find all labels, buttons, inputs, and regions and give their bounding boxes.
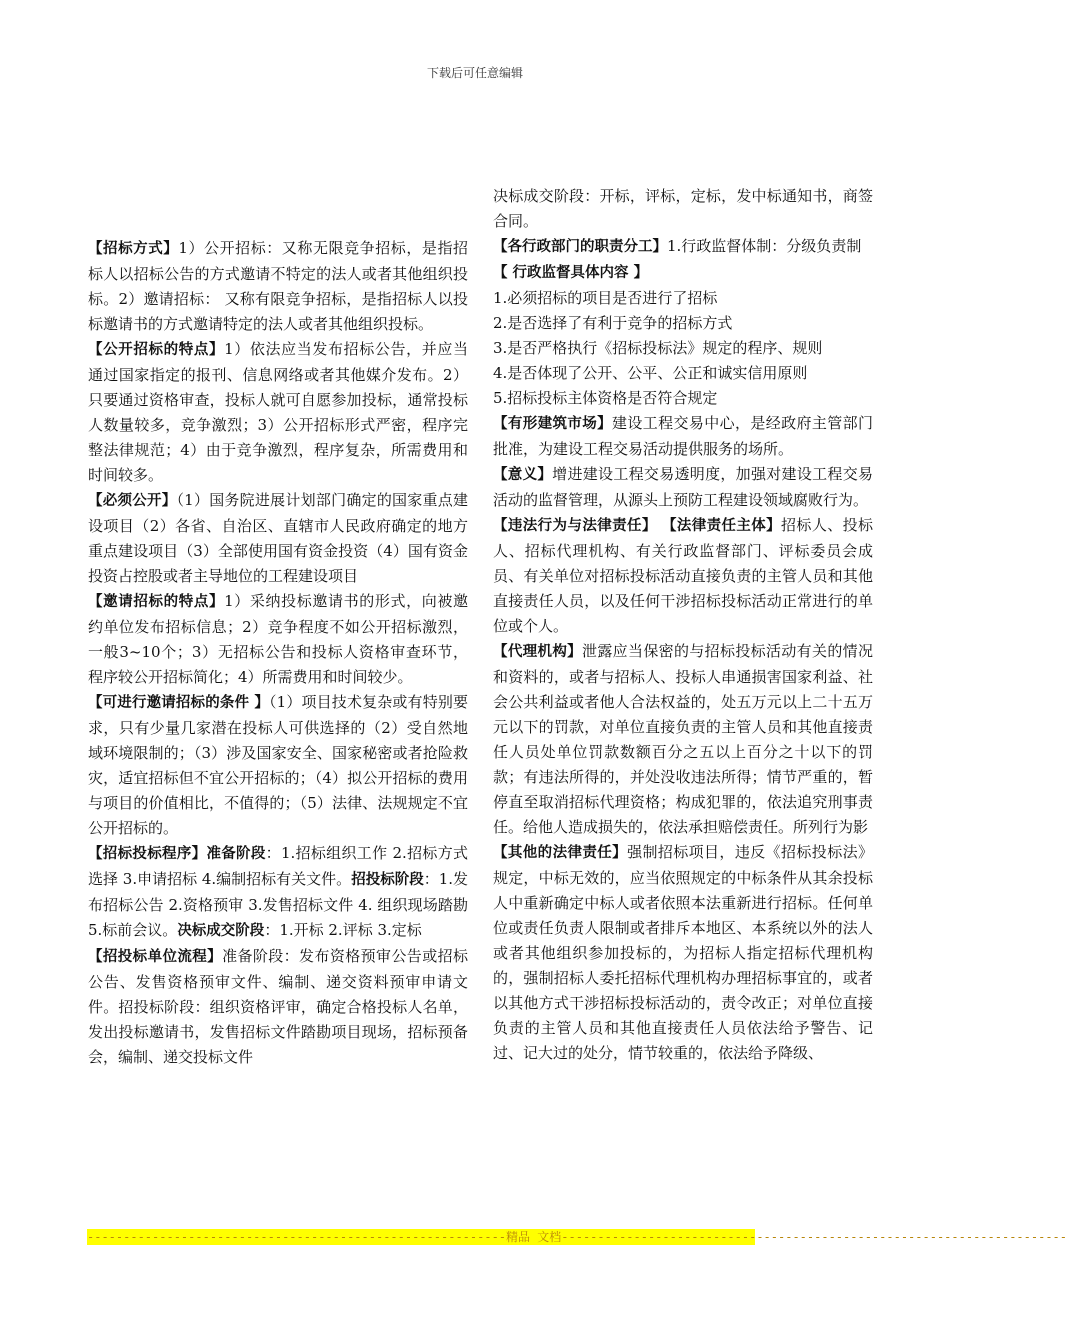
section-tag: 【违法行为与法律责任】 [493,518,657,534]
section-must-be-open [88,488,468,589]
section-tag: 【必须公开】 [88,493,177,509]
section-body: 建设工程交易中心，是经政府主管部门批准，为建设工程交易活动提供服务的场所。 [493,414,873,458]
section-body: 增进建设工程交易透明度，加强对建设工程交易活动的监督管理，从源头上预防工程建设领域腐败行为。 [493,465,873,509]
section-body: （1）国务院进展计划部门确定的国家重点建设项目（2）各省、自治区、直辖市人民政府确定的地方重点建设项目（3）全部使用国有资金投资（4）国有资金投资占控股或者主导地位的工程建设项目 [88,491,469,585]
section-other-liability [493,840,873,1066]
stage-heading: 准备阶段 [206,846,266,862]
section-tag: 【可进行邀请招标的条件 】 [88,695,269,711]
section-duties [493,234,873,260]
section-body: 泄露应当保密的与招标投标活动有关的情况和资料的，或者与招标人、投标人串通损害国家利益、社会公共利益或者他人合法权益的，处五万元以上二十五万元以下的罚款，对单位直接负责的主管人员和其他直接责任人员处单位罚款数额百分之五以上百分之十以下的罚款；有违法所得的，并处没收违法所得；情节严重的，暂停直至取消招标代理资格；构成犯罪的，依法追究刑事责任。给他人造成损失的，依法承担赔偿责任。所列行为影 [493,642,873,836]
section-tag: 【意义】 [493,467,553,483]
section-tag: 【其他的法律责任】 [493,845,628,861]
section-supervision-content [493,260,873,286]
section-agency [493,639,873,840]
right-column [493,184,873,1066]
section-tag: 【法律责任主体】 [661,518,782,534]
stage-heading: 招投标阶段 [351,872,424,888]
section-tag: 【招投标单位流程】 [88,949,223,965]
footer-dashes-right: ---------------------------------------------------------------------- [561,1230,1067,1244]
section-unit-process [88,944,468,1070]
list-item: 4.是否体现了公开、公平、公正和诚实信用原则 [493,364,808,382]
list-item: 1.必须招标的项目是否进行了招标 [493,289,718,307]
stage-body: ：1.开标 2.评标 3.定标 [264,921,422,939]
section-tag: 【代理机构】 [493,644,582,660]
section-intro: 决标成交阶段：开标，评标，定标，发中标通知书，商签合同。 [493,187,873,230]
section-body: 准备阶段：发布资格预审公告或招标公告、发售资格预审文件、编制、递交资料预审申请文件。招投标阶段：组织资格评审，确定合格投标人名单，发出投标邀请书，发售招标文件踏勘项目现场，招标预备会，编制、递交投标文件 [88,947,468,1066]
stage-heading: 决标成交阶段 [177,923,265,939]
stage-body: ：1.发布招标公告 2.资格预审 3.发售招标文件 4. 组织现场踏勘 5.标前会议。 [88,870,469,939]
section-tag: 【 行政监督具体内容 】 [493,265,649,281]
section-body: 强制招标项目，违反《招标投标法》规定，中标无效的，应当依照规定的中标条件从其余投标人中重新确定中标人或者依照本法重新进行招标。任何单位或责任负责人限制或者排斥本地区、本系统以外的法人或者其他组织参加投标的，为招标人指定招标代理机构的，强制招标人委托招标代理机构办理招标事宜的，或者以其他方式干涉招标投标活动的，责令改正；对单位直接负责的主管人员和其他直接责任人员依法给予警告、记过、记大过的处分，情节较重的，依法给予降级、 [493,843,873,1062]
section-tangible-market [493,411,873,462]
section-tag: 【有形建筑市场】 [493,416,612,432]
section-tag: 【邀请招标的特点】 [88,594,225,610]
section-meaning [493,462,873,513]
left-column [88,236,468,1070]
section-body: 1.行政监督体制：分级负责制 [667,237,862,255]
section-invited-bidding-features [88,589,468,690]
section-tag: 【招标方式】 [88,241,179,257]
list-item: 3.是否严格执行《招标投标法》规定的程序、规则 [493,339,823,357]
section-legal-liability [493,513,873,639]
footer-label: 精品 文档 [506,1230,562,1244]
section-body: 招标人、投标人、招标代理机构、有关行政监督部门、评标委员会成员、有关单位对招标投标活动直接负责的主管人员和其他直接责任人员，以及任何干涉招标投标活动正常进行的单位或个人。 [493,516,873,635]
stage-body: ：1.招标组织工作 2.招标方式选择 3.申请招标 4.编制招标有关文件。 [88,844,468,888]
section-invited-bidding-conditions [88,690,468,841]
section-body: 1）采纳投标邀请书的形式，向被邀约单位发布招标信息；2）竞争程度不如公开招标激烈，一般3~10个；3）无招标公告和投标人资格审查环节，程序较公开招标简化；4）所需费用和时间较少。 [88,592,469,686]
section-tag: 【公开招标的特点】 [88,342,225,358]
section-body: 1）依法应当发布招标公告，并应当通过国家指定的报刊、信息网络或者其他媒介发布。2）只要通过资格审查，投标人就可自愿参加投标，通常投标人数量较多，竞争激烈；3）公开招标形式严密，程序完整法律规范；4）由于竞争激烈，程序复杂，所需费用和时间较多。 [88,340,469,484]
section-body: 1）公开招标：又称无限竞争招标，是指招标人以招标公告的方式邀请不特定的法人或者其他组织投标。2）邀请招标： 又称有限竞争招标，是指招标人以投标邀请书的方式邀请特定的法人或者其他组织投标。 [88,239,469,333]
list-item: 5.招标投标主体资格是否符合规定 [493,389,718,407]
section-bidding-procedure [88,841,468,944]
section-tag: 【招标投标程序】 [88,846,207,862]
page-header: 下载后可任意编辑 [426,66,523,80]
section-tag: 【各行政部门的职责分工】 [493,239,667,255]
section-bidding-methods [88,236,468,337]
section-body: （1）项目技术复杂或有特别要求，只有少量几家潜在投标人可供选择的（2）受自然地域环境限制的；（3）涉及国家安全、国家秘密或者抢险救灾，适宜招标但不宜公开招标的；（4）拟公开招标的费用与项目的价值相比，不值得的；（5）法律、法规规定不宜公开招标的。 [88,693,468,837]
footer-dashes-left: ---------------------------------------------------------- [87,1230,507,1244]
list-item: 2.是否选择了有利于竞争的招标方式 [493,314,733,332]
page-footer [87,1229,1067,1245]
section-open-bidding-features [88,337,468,488]
